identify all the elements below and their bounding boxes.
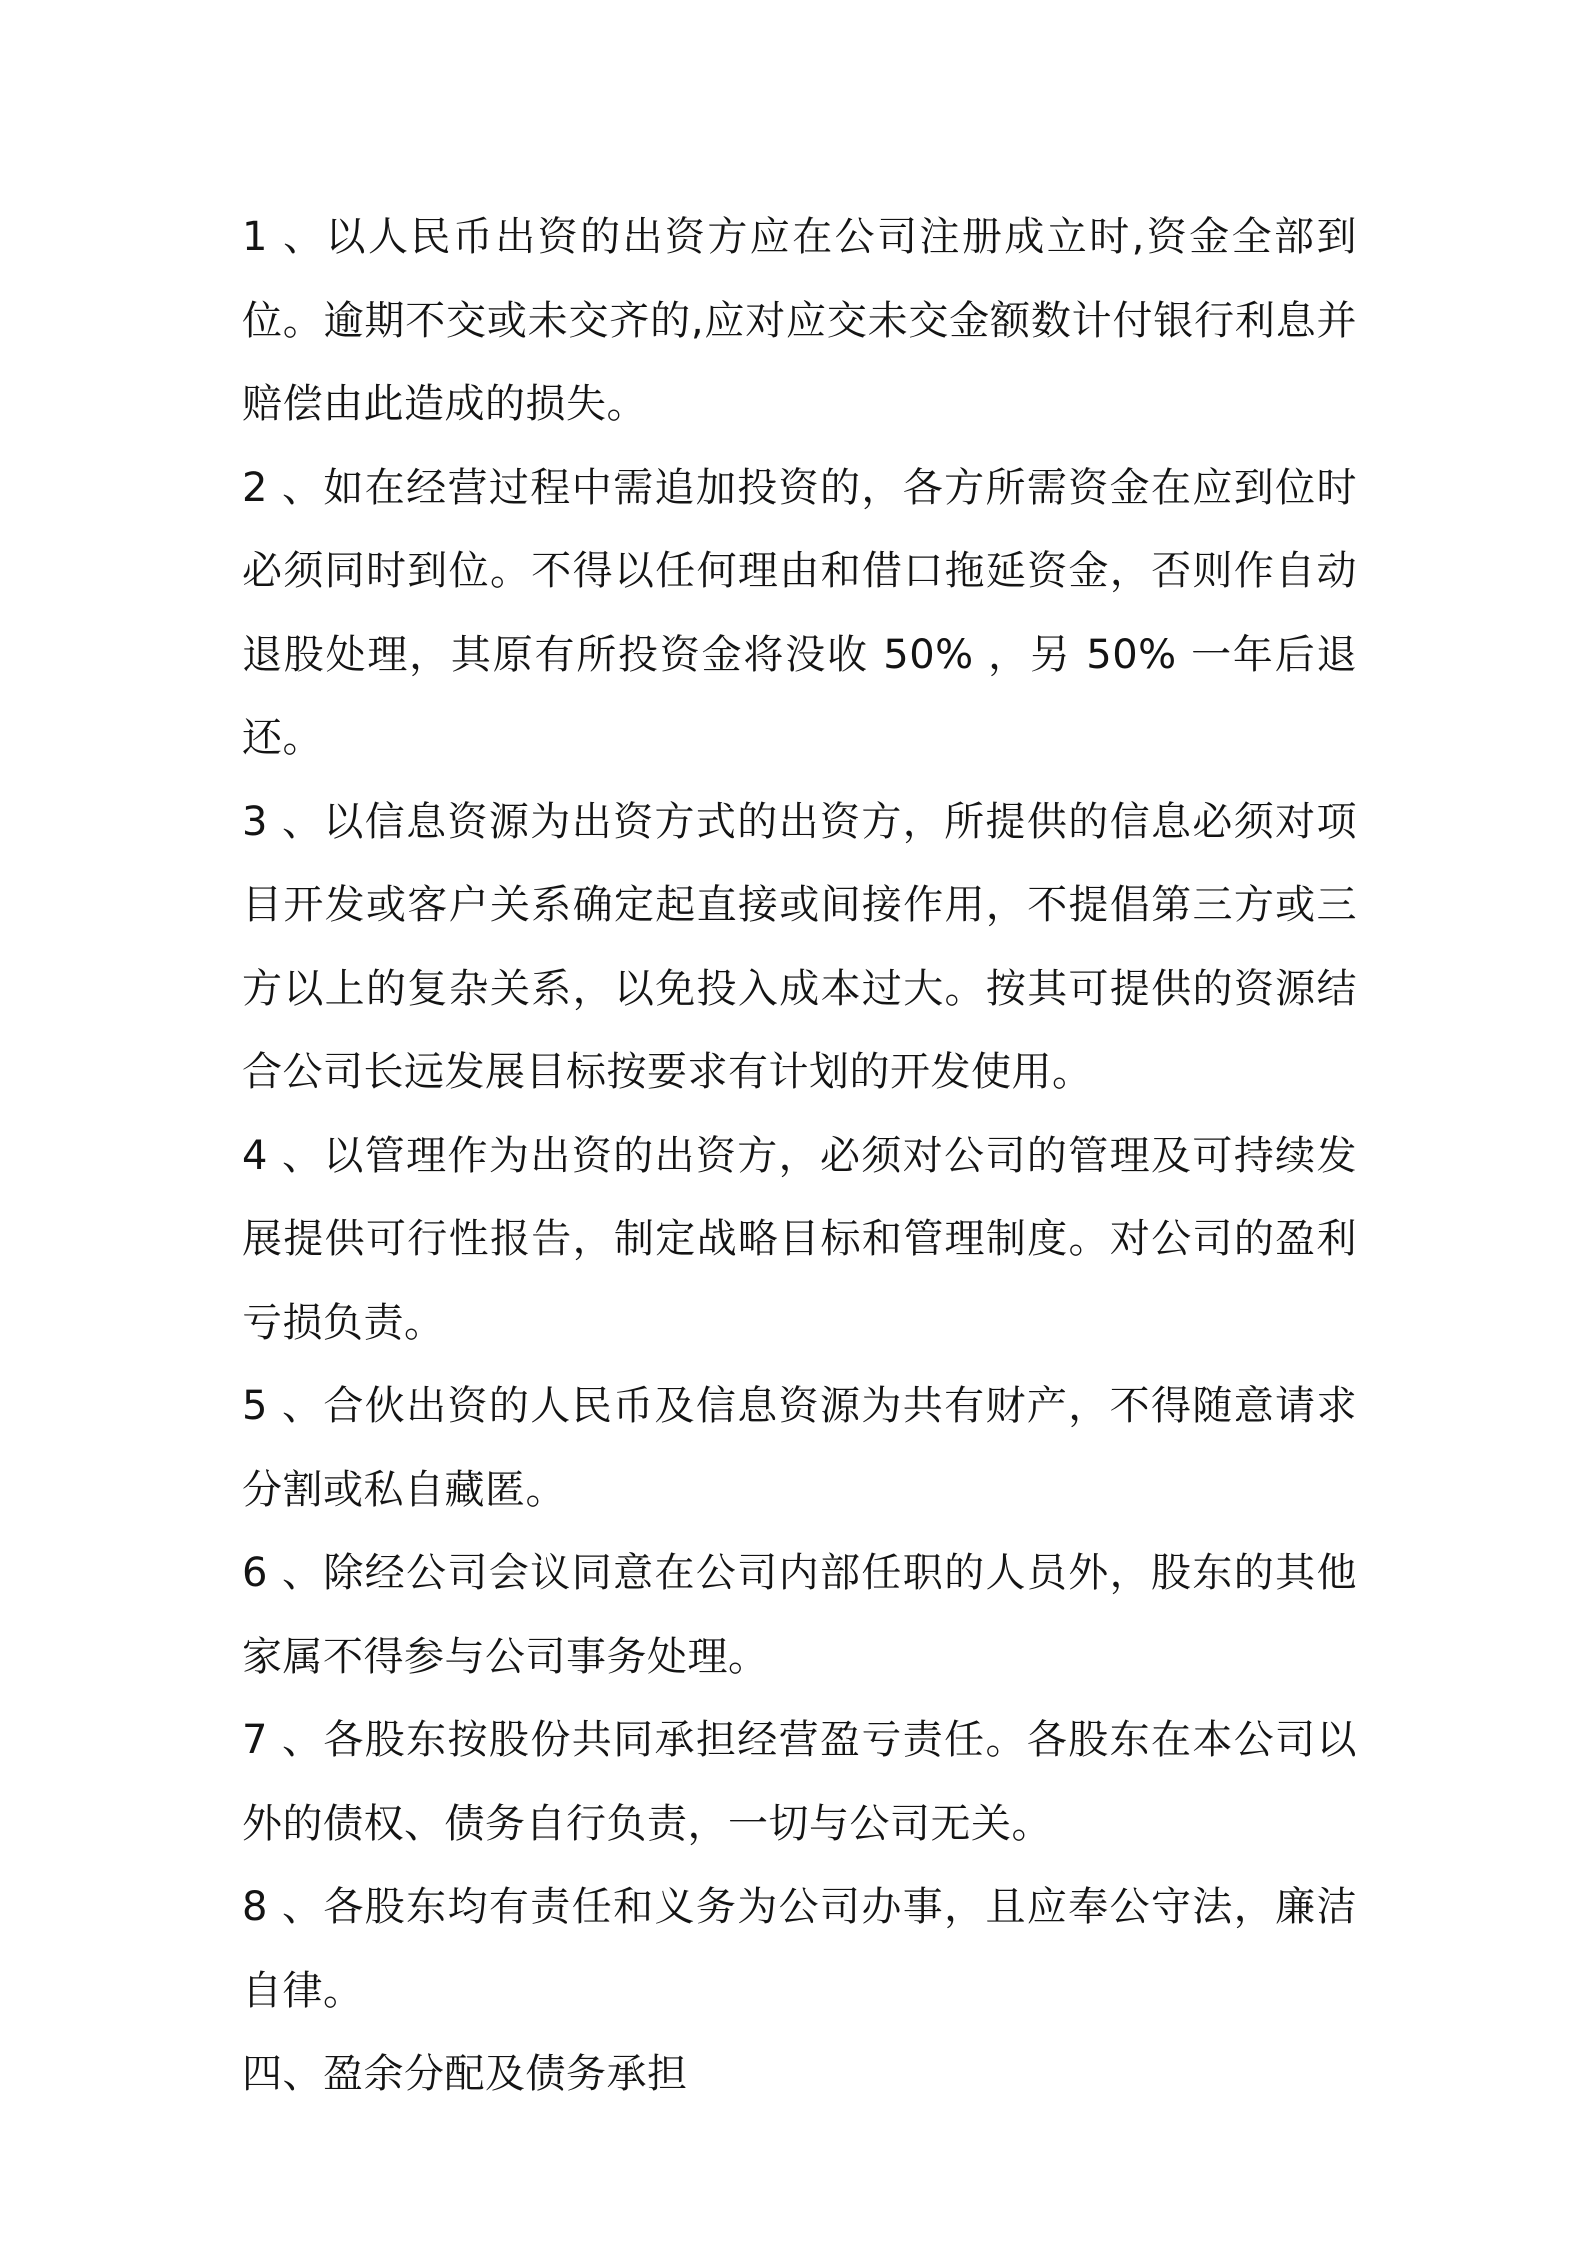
clause-6: 6 、除经公司会议同意在公司内部任职的人员外，股东的其他家属不得参与公司事务处理。 [242, 1550, 1357, 1680]
clause-1: 1 、以人民币出资的出资方应在公司注册成立时,资金全部到位。逾期不交或未交齐的,应对应交未交金额数计付银行利息并赔偿由此造成的损失。 [242, 214, 1357, 427]
clause-8: 8 、各股东均有责任和义务为公司办事，且应奉公守法，廉洁自律。 [242, 1884, 1357, 2014]
clause-2: 2 、如在经营过程中需追加投资的，各方所需资金在应到位时必须同时到位。不得以任何理由和借口拖延资金，否则作自动退股处理，其原有所投资金将没收 50% ，另 50% 一年后退还。 [242, 464, 1357, 761]
clause-3: 3 、以信息资源为出资方式的出资方，所提供的信息必须对项目开发或客户关系确定起直接或间接作用，不提倡第三方或三方以上的复杂关系，以免投入成本过大。按其可提供的资源结合公司长远发展目标按要求有计划的开发使用。 [242, 798, 1357, 1095]
section-heading: 四、盈余分配及债务承担 [242, 2051, 688, 2097]
clause-4: 4 、以管理作为出资的出资方，必须对公司的管理及可持续发展提供可行性报告，制定战略目标和管理制度。对公司的盈利亏损负责。 [242, 1132, 1357, 1346]
clause-7: 7 、各股东按股份共同承担经营盈亏责任。各股东在本公司以外的债权、债务自行负责，一切与公司无关。 [242, 1717, 1357, 1847]
document-body [242, 196, 1357, 2117]
clause-5: 5 、合伙出资的人民币及信息资源为共有财产，不得随意请求分割或私自藏匿。 [242, 1383, 1357, 1513]
